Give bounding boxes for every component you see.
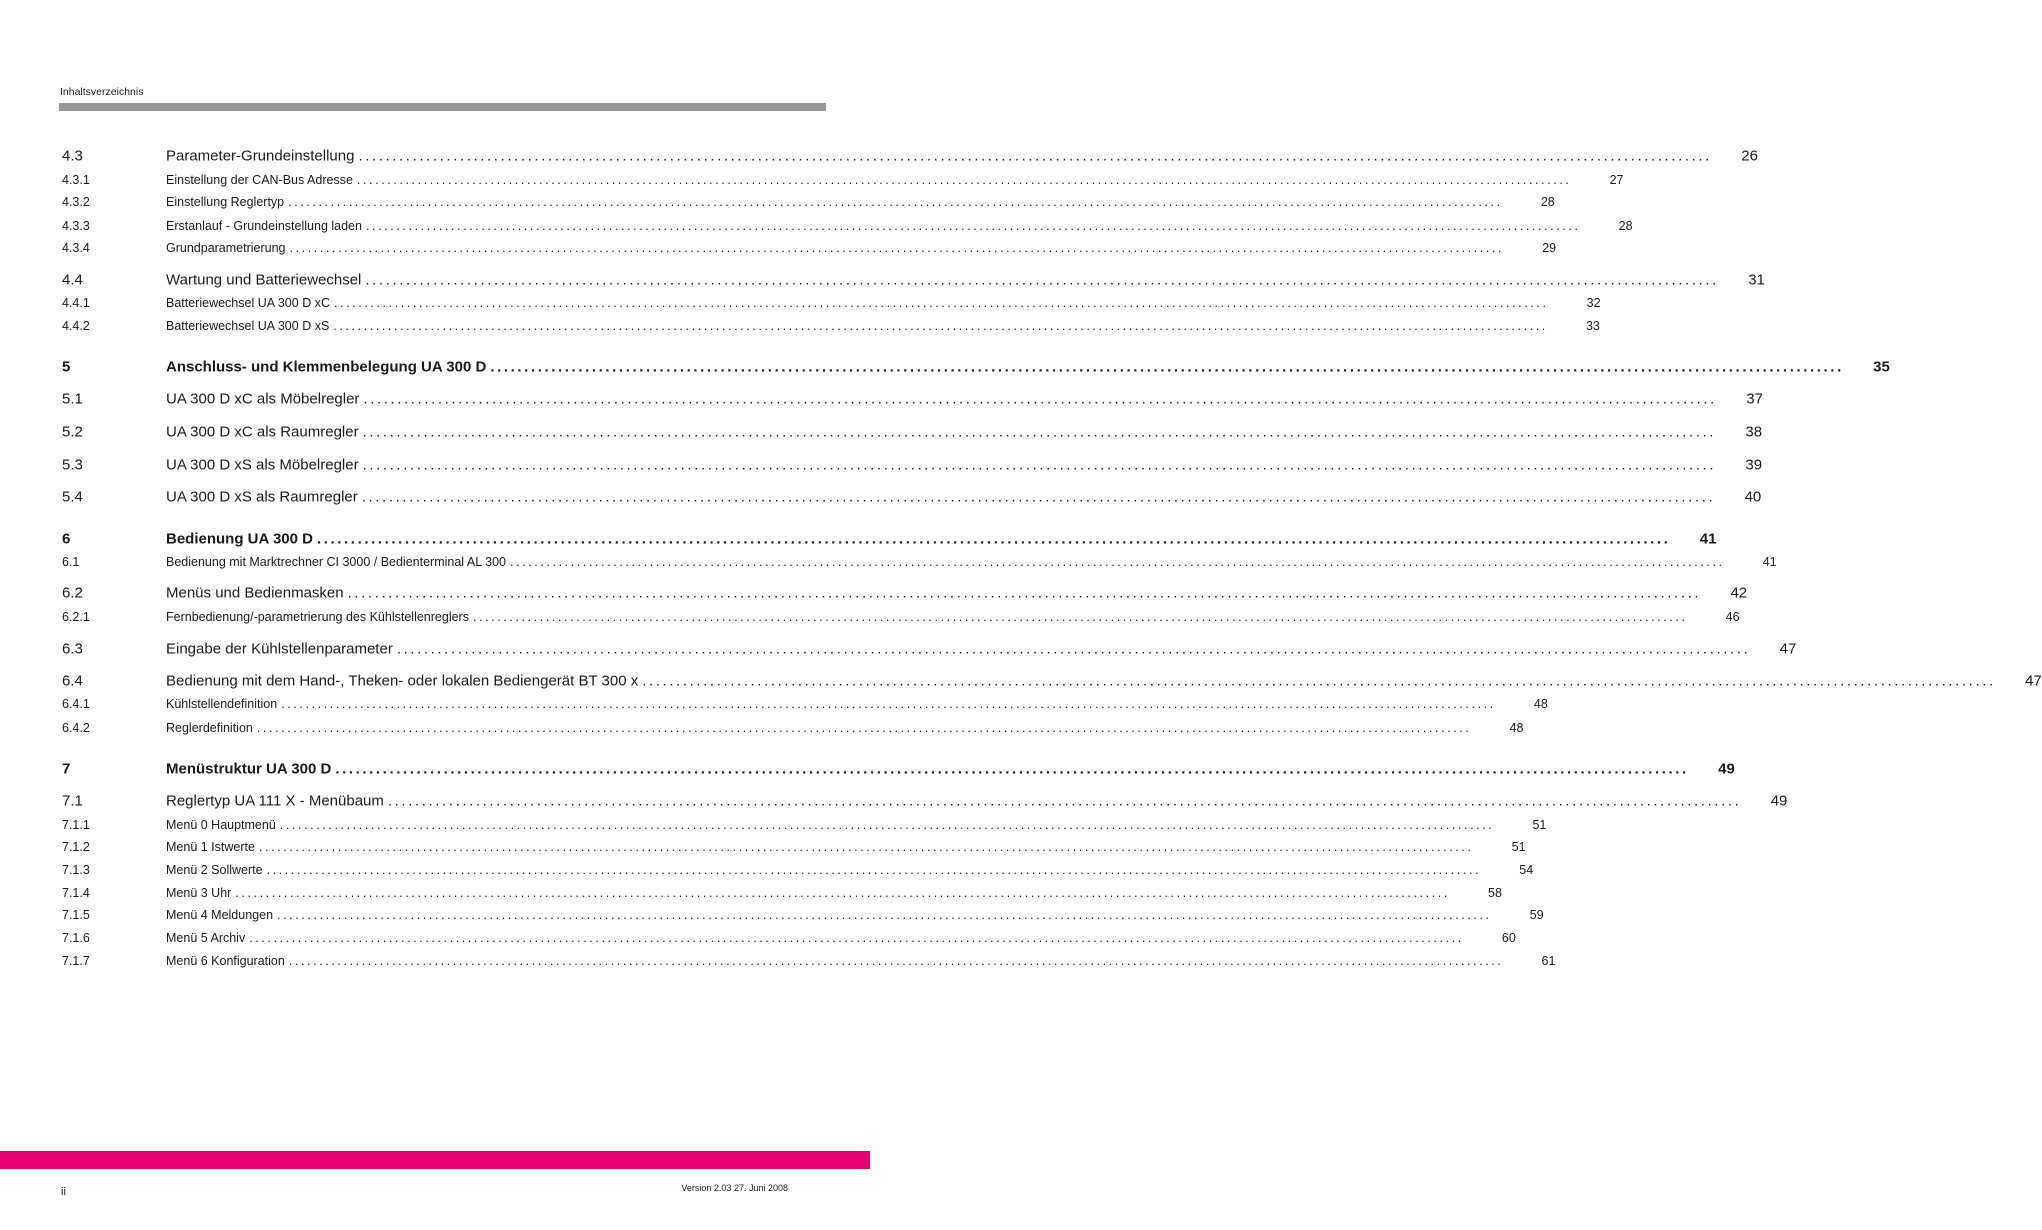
dot-leader: ........................................................................................................................................................................................................ [333, 319, 1548, 333]
header-rule [59, 103, 826, 111]
toc-entry[interactable] [62, 456, 1763, 474]
version-date: Version 2.03 27. Juni 2008 [681, 1183, 788, 1193]
dot-leader: ........................................................................................................................................................................................................ [363, 390, 1717, 408]
toc-entry-page: 27 [1609, 173, 1624, 187]
dot-leader: ........................................................................................................................................................................................................ [335, 760, 1689, 778]
toc-entry-page: 39 [1745, 456, 1763, 474]
toc-entry-title: Menü 2 Sollwerte [166, 863, 263, 877]
toc-entry-number: 6.1 [62, 555, 80, 569]
dot-leader: ........................................................................................................................................................................................................ [356, 173, 1572, 187]
dot-leader: ........................................................................................................................................................................................................ [347, 584, 1702, 602]
toc-entry-number: 7.1 [62, 792, 83, 810]
footer-bar [0, 1151, 870, 1169]
dot-leader: ........................................................................................................................................................................................................ [362, 423, 1717, 441]
dot-leader: ........................................................................................................................................................................................................ [365, 219, 1581, 233]
toc-entry[interactable] [62, 697, 1548, 711]
toc-entry-number: 7.1.7 [62, 954, 90, 968]
toc-entry[interactable] [62, 173, 1624, 187]
dot-leader: ........................................................................................................................................................................................................ [288, 195, 1503, 209]
toc-entry-title: Menüstruktur UA 300 D [166, 760, 332, 778]
toc-entry[interactable] [62, 423, 1763, 441]
dot-leader: ........................................................................................................................................................................................................ [510, 555, 1725, 569]
toc-entry-number: 5.3 [62, 456, 83, 474]
toc-entry[interactable] [62, 358, 1890, 376]
dot-leader: ........................................................................................................................................................................................................ [387, 792, 1742, 810]
toc-entry-number: 7.1.2 [62, 840, 90, 854]
toc-entry[interactable] [62, 640, 1797, 658]
toc-entry[interactable] [62, 931, 1516, 945]
dot-leader: ........................................................................................................................................................................................................ [365, 271, 1719, 289]
toc-entry-number: 6.4.2 [62, 721, 90, 735]
toc-entry[interactable] [62, 555, 1777, 569]
toc-entry[interactable] [62, 195, 1555, 209]
running-header: Inhaltsverzeichnis [60, 86, 144, 98]
toc-entry-number: 7.1.1 [62, 818, 90, 832]
toc-entry-page: 33 [1585, 319, 1600, 333]
toc-entry-page: 37 [1746, 390, 1763, 408]
toc-entry[interactable] [62, 672, 2042, 690]
dot-leader: ........................................................................................................................................................................................................ [279, 818, 1495, 832]
toc-entry-number: 7 [62, 760, 71, 778]
toc-entry-title: Menü 0 Hauptmenü [166, 818, 276, 832]
toc-entry-title: Reglertyp UA 111 X - Menübaum [166, 792, 384, 810]
toc-entry[interactable] [62, 530, 1717, 548]
toc-entry[interactable] [62, 610, 1740, 624]
toc-entry-page: 41 [1762, 555, 1777, 569]
toc-entry[interactable] [62, 760, 1735, 778]
toc-entry-title: Grundparametrierung [166, 241, 286, 255]
toc-entry-number: 4.3.3 [62, 219, 90, 233]
dot-leader: ........................................................................................................................................................................................................ [249, 931, 1464, 945]
toc-entry-title: Menü 6 Konfiguration [166, 954, 285, 968]
dot-leader: ........................................................................................................................................................................................................ [490, 358, 1844, 376]
toc-entry-page: 49 [1718, 760, 1735, 778]
toc-entry-page: 47 [2025, 672, 2042, 690]
toc-entry[interactable] [62, 296, 1601, 310]
toc-entry-title: UA 300 D xS als Raumregler [166, 488, 358, 506]
toc-entry-title: Erstanlauf - Grundeinstellung laden [166, 219, 362, 233]
toc-entry-title: Parameter-Grundeinstellung [166, 147, 355, 165]
toc-entry-page: 51 [1511, 840, 1526, 854]
toc-entry[interactable] [62, 219, 1633, 233]
toc-entry-title: Eingabe der Kühlstellenparameter [166, 640, 393, 658]
toc-entry-number: 6.2.1 [62, 610, 90, 624]
toc-entry-page: 49 [1770, 792, 1788, 810]
dot-leader: ........................................................................................................................................................................................................ [333, 296, 1549, 310]
dot-leader: ........................................................................................................................................................................................................ [361, 488, 1716, 506]
toc-entry-page: 47 [1779, 640, 1797, 658]
toc-entry[interactable] [62, 792, 1788, 810]
dot-leader: ........................................................................................................................................................................................................ [472, 610, 1688, 624]
toc-entry[interactable] [62, 721, 1524, 735]
dot-leader: ........................................................................................................................................................................................................ [362, 456, 1717, 474]
toc-entry-number: 6.4.1 [62, 697, 90, 711]
toc-entry-title: Wartung und Batteriewechsel [166, 271, 362, 289]
toc-entry-page: 51 [1532, 818, 1547, 832]
dot-leader: ........................................................................................................................................................................................................ [266, 863, 1482, 877]
toc-entry[interactable] [62, 241, 1557, 255]
toc-entry-number: 4.3.4 [62, 241, 90, 255]
toc-entry[interactable] [62, 488, 1762, 506]
toc-entry-number: 4.3.1 [62, 173, 90, 187]
toc-entry-page: 28 [1540, 195, 1555, 209]
toc-entry-page: 28 [1618, 219, 1633, 233]
toc-entry-page: 26 [1741, 147, 1758, 165]
dot-leader: ........................................................................................................................................................................................................ [316, 530, 1671, 548]
toc-entry-page: 46 [1725, 610, 1740, 624]
toc-entry-title: Menü 5 Archiv [166, 931, 246, 945]
toc-entry[interactable] [62, 954, 1556, 968]
toc-entry-number: 5.1 [62, 390, 83, 408]
toc-entry-title: UA 300 D xC als Raumregler [166, 423, 359, 441]
toc-entry-page: 61 [1541, 954, 1556, 968]
toc-entry-title: Reglerdefinition [166, 721, 253, 735]
toc-entry-title: Batteriewechsel UA 300 D xC [166, 296, 330, 310]
dot-leader: ........................................................................................................................................................................................................ [288, 954, 1504, 968]
toc-entry-title: Bedienung mit Marktrechner CI 3000 / Bedienterminal AL 300 [166, 555, 507, 569]
toc-entry-title: Einstellung der CAN-Bus Adresse [166, 173, 353, 187]
toc-entry-number: 5 [62, 358, 71, 376]
toc-entry[interactable] [62, 908, 1544, 922]
toc-entry-number: 4.3.2 [62, 195, 90, 209]
toc-entry-title: Fernbedienung/-parametrierung des Kühlstellenreglers [166, 610, 469, 624]
page-number: ii [61, 1186, 66, 1198]
toc-entry[interactable] [62, 147, 1758, 165]
toc-entry-title: Menü 3 Uhr [166, 886, 232, 900]
dot-leader: ........................................................................................................................................................................................................ [642, 672, 1996, 690]
toc-entry-page: 38 [1745, 423, 1763, 441]
dot-leader: ........................................................................................................................................................................................................ [358, 147, 1712, 165]
toc-entry-number: 7.1.4 [62, 886, 90, 900]
toc-entry-page: 35 [1873, 358, 1890, 376]
toc-entry-title: Bedienung mit dem Hand-, Theken- oder lokalen Bediengerät BT 300 x [166, 672, 639, 690]
toc-entry[interactable] [62, 840, 1526, 854]
toc-entry-title: UA 300 D xC als Möbelregler [166, 390, 360, 408]
toc-entry-number: 4.4 [62, 271, 83, 289]
dot-leader: ........................................................................................................................................................................................................ [289, 241, 1505, 255]
toc-entry-title: Menü 4 Meldungen [166, 908, 274, 922]
toc-entry-number: 6.4 [62, 672, 83, 690]
toc-entry-title: Anschluss- und Klemmenbelegung UA 300 D [166, 358, 487, 376]
dot-leader: ........................................................................................................................................................................................................ [277, 908, 1492, 922]
toc-entry[interactable] [62, 584, 1748, 602]
toc-entry[interactable] [62, 271, 1765, 289]
toc-entry-number: 7.1.3 [62, 863, 90, 877]
toc-entry-page: 48 [1509, 721, 1524, 735]
toc-entry-number: 4.3 [62, 147, 83, 165]
toc-entry-title: Bedienung UA 300 D [166, 530, 313, 548]
toc-entry-page: 41 [1699, 530, 1717, 548]
toc-entry-number: 5.2 [62, 423, 83, 441]
toc-entry-page: 58 [1488, 886, 1502, 900]
toc-entry-page: 32 [1586, 296, 1601, 310]
toc-entry-page: 54 [1519, 863, 1534, 877]
toc-entry[interactable] [62, 390, 1763, 408]
toc-entry-number: 6 [62, 530, 71, 548]
toc-entry-page: 48 [1533, 697, 1548, 711]
toc-entry-title: Kühlstellendefinition [166, 697, 278, 711]
dot-leader: ........................................................................................................................................................................................................ [396, 640, 1751, 658]
dot-leader: ........................................................................................................................................................................................................ [256, 721, 1472, 735]
dot-leader: ........................................................................................................................................................................................................ [258, 840, 1474, 854]
toc-entry-number: 5.4 [62, 488, 83, 506]
toc-entry-page: 59 [1529, 908, 1544, 922]
toc-entry-title: Menüs und Bedienmasken [166, 584, 344, 602]
toc-entry-title: Einstellung Reglertyp [166, 195, 285, 209]
toc-entry[interactable] [62, 818, 1547, 832]
toc-entry-number: 7.1.6 [62, 931, 90, 945]
toc-entry[interactable] [62, 863, 1534, 877]
toc-entry-page: 60 [1501, 931, 1516, 945]
toc-entry-number: 7.1.5 [62, 908, 90, 922]
toc-entry-number: 6.2 [62, 584, 83, 602]
toc-entry-title: UA 300 D xS als Möbelregler [166, 456, 359, 474]
toc-entry[interactable] [62, 886, 1502, 900]
toc-entry-title: Menü 1 Istwerte [166, 840, 255, 854]
toc-entry-page: 42 [1730, 584, 1748, 602]
toc-entry-number: 6.3 [62, 640, 83, 658]
dot-leader: ........................................................................................................................................................................................................ [281, 697, 1496, 711]
toc-entry-page: 40 [1744, 488, 1762, 506]
toc-entry-page: 29 [1542, 241, 1557, 255]
toc-entry-title: Batteriewechsel UA 300 D xS [166, 319, 330, 333]
toc-entry[interactable] [62, 319, 1600, 333]
dot-leader: ........................................................................................................................................................................................................ [235, 886, 1450, 900]
toc-entry-number: 4.4.2 [62, 319, 90, 333]
toc-entry-number: 4.4.1 [62, 296, 90, 310]
toc-entry-page: 31 [1748, 271, 1765, 289]
